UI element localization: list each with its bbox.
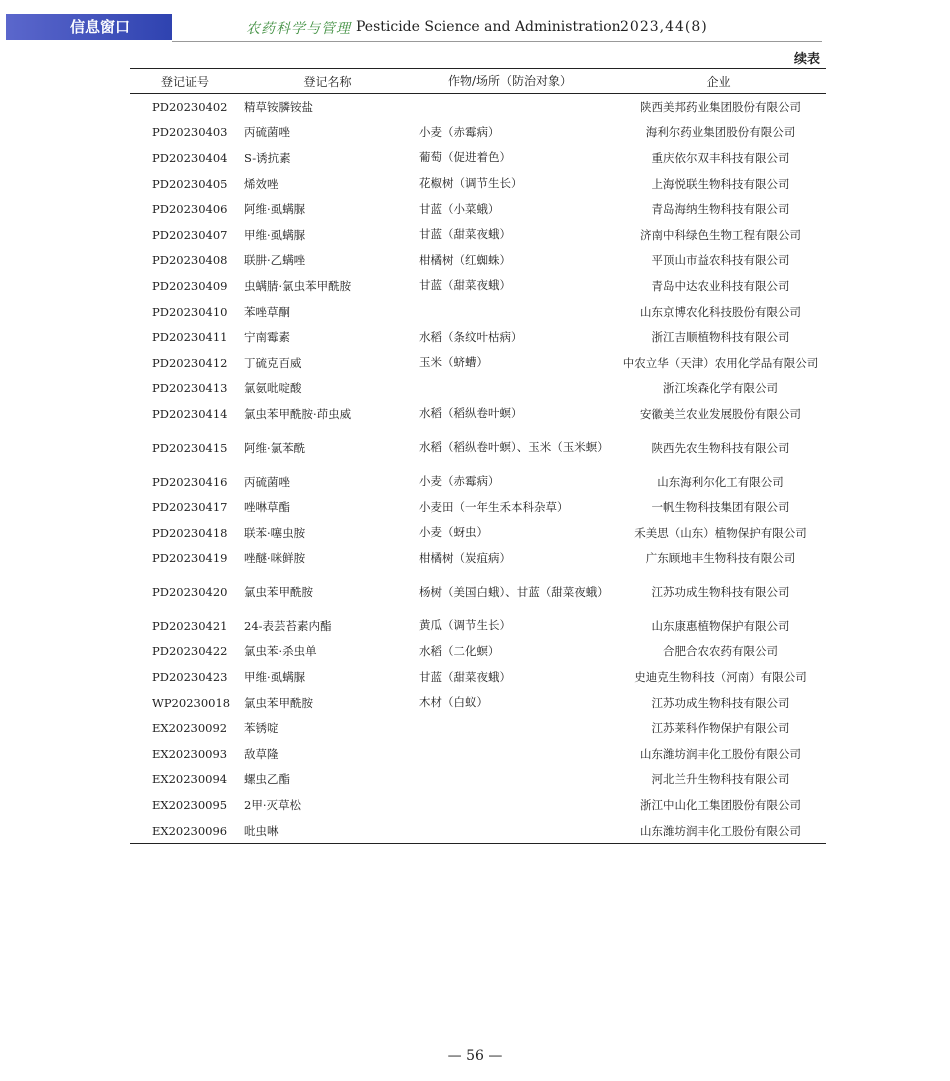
- cell-crop: [415, 376, 611, 402]
- cell-company: 合肥合农农药有限公司: [663, 644, 778, 659]
- cell-company: 江苏莱科作物保护有限公司: [651, 721, 790, 736]
- cell-name: 氯虫苯甲酰胺: [244, 695, 313, 710]
- table-row: [130, 792, 826, 818]
- table-row: [130, 546, 826, 572]
- table-row: [130, 741, 826, 767]
- cell-company: 山东京博农化科技股份有限公司: [640, 304, 801, 319]
- table-row: [130, 196, 826, 222]
- cell-name: 氯虫苯·杀虫单: [244, 644, 317, 659]
- issue-info: 2023,44(8): [620, 19, 708, 35]
- table-row: [130, 520, 826, 546]
- cell-company: 江苏功成生物科技有限公司: [651, 695, 790, 710]
- cell-cert-no: PD20230405: [152, 176, 228, 191]
- cell-cert-no: PD20230413: [152, 381, 228, 396]
- cell-name: 苯锈啶: [244, 721, 279, 736]
- cell-company: 济南中科绿色生物工程有限公司: [640, 227, 801, 242]
- page-header: [0, 0, 950, 42]
- cell-company: 广东顾地丰生物科技有限公司: [645, 551, 796, 566]
- cell-crop: 柑橘树（红蜘蛛）: [419, 252, 511, 267]
- cell-cert-no: PD20230412: [152, 355, 228, 370]
- table-row: [130, 427, 826, 469]
- cell-crop: 杨树（美国白蛾）、甘蓝（甜菜夜蛾）: [419, 584, 609, 599]
- column-header-company: 企业: [611, 69, 826, 94]
- cell-cert-no: PD20230406: [152, 202, 228, 217]
- cell-company: 青岛海纳生物科技有限公司: [651, 202, 790, 217]
- cell-company: 安徽美兰农业发展股份有限公司: [640, 406, 801, 421]
- cell-cert-no: PD20230411: [152, 330, 228, 345]
- cell-company: 山东海利尔化工有限公司: [657, 474, 784, 489]
- cell-company: 一帆生物科技集团有限公司: [651, 500, 790, 515]
- cell-name: 氯虫苯甲酰胺·茚虫威: [244, 406, 352, 421]
- table-row: [130, 248, 826, 274]
- cell-name: 丙硫菌唑: [244, 125, 290, 140]
- cell-name: 苯唑草酮: [244, 304, 290, 319]
- table-row: [130, 494, 826, 520]
- cell-company: 禾美思（山东）植物保护有限公司: [634, 525, 807, 540]
- cell-name: 唑啉草酯: [244, 500, 290, 515]
- table-row: [130, 818, 826, 844]
- cell-name: 丙硫菌唑: [244, 474, 290, 489]
- cell-name: 唑醚·咪鲜胺: [244, 551, 306, 566]
- cell-company: 浙江吉顺植物科技有限公司: [651, 330, 790, 345]
- cell-crop: [415, 299, 611, 325]
- cell-crop: [415, 767, 611, 793]
- table-row: [130, 376, 826, 402]
- cell-crop: 甘蓝（甜菜夜蛾）: [419, 278, 511, 293]
- cell-crop: 水稻（条纹叶枯病）: [419, 329, 523, 344]
- table-body: [130, 94, 826, 844]
- table-row: [130, 94, 826, 120]
- cell-crop: 甘蓝（甜菜夜蛾）: [419, 227, 511, 242]
- journal-name-cn: 农药科学与管理: [246, 21, 351, 37]
- table-row: [130, 171, 826, 197]
- cell-crop: 小麦（蚜虫）: [419, 525, 488, 540]
- cell-cert-no: PD20230414: [152, 406, 228, 421]
- cell-name: 敌草隆: [244, 746, 279, 761]
- cell-cert-no: PD20230409: [152, 278, 228, 293]
- section-tag: [6, 14, 172, 40]
- cell-cert-no: PD20230402: [152, 99, 228, 114]
- cell-name: 24-表芸苔素内酯: [244, 618, 332, 633]
- table-row: [130, 767, 826, 793]
- cell-company: 山东康惠植物保护有限公司: [651, 618, 790, 633]
- cell-cert-no: PD20230423: [152, 670, 228, 685]
- cell-cert-no: PD20230420: [152, 585, 228, 600]
- cell-cert-no: PD20230419: [152, 551, 228, 566]
- cell-crop: 水稻（稻纵卷叶螟）: [419, 406, 523, 421]
- cell-crop: 小麦（赤霉病）: [419, 474, 500, 489]
- cell-cert-no: EX20230095: [152, 798, 228, 813]
- cell-crop: 花椒树（调节生长）: [419, 176, 523, 191]
- cell-crop: 木材（白蚁）: [419, 695, 488, 710]
- cell-crop: [415, 715, 611, 741]
- cell-name: S-诱抗素: [244, 150, 291, 165]
- cell-crop: [415, 741, 611, 767]
- cell-name: 螺虫乙酯: [244, 772, 290, 787]
- table-row: [130, 690, 826, 716]
- cell-cert-no: PD20230416: [152, 474, 228, 489]
- cell-company: 海利尔药业集团股份有限公司: [645, 125, 796, 140]
- cell-company: 浙江中山化工集团股份有限公司: [640, 798, 801, 813]
- cell-name: 阿维·虱螨脲: [244, 202, 306, 217]
- cell-cert-no: PD20230407: [152, 227, 228, 242]
- cell-name: 阿维·氯苯酰: [244, 440, 306, 455]
- cell-crop: [415, 94, 611, 120]
- cell-name: 氯氨吡啶酸: [244, 381, 302, 396]
- table-row: [130, 639, 826, 665]
- cell-company: 史迪克生物科技（河南）有限公司: [634, 670, 807, 685]
- table-row: [130, 222, 826, 248]
- cell-crop: 柑橘树（炭疽病）: [419, 550, 511, 565]
- cell-name: 联苯·噻虫胺: [244, 525, 306, 540]
- cell-company: 青岛中达农业科技有限公司: [651, 278, 790, 293]
- cell-name: 2甲·灭草松: [244, 798, 301, 813]
- table-header-row: [130, 69, 826, 94]
- header-rule: [172, 41, 822, 42]
- cell-company: 上海悦联生物科技有限公司: [651, 176, 790, 191]
- cell-name: 联肼·乙螨唑: [244, 253, 306, 268]
- cell-crop: 甘蓝（小菜蛾）: [419, 201, 500, 216]
- table-row: [130, 613, 826, 639]
- cell-cert-no: PD20230421: [152, 618, 228, 633]
- table-row: [130, 571, 826, 613]
- cell-cert-no: EX20230094: [152, 772, 228, 787]
- cell-company: 河北兰升生物科技有限公司: [651, 772, 790, 787]
- cell-cert-no: PD20230410: [152, 304, 228, 319]
- table-row: [130, 273, 826, 299]
- page-number: — 56 —: [447, 1048, 503, 1064]
- cell-cert-no: WP20230018: [152, 695, 231, 710]
- table-row: [130, 469, 826, 495]
- cell-company: 陕西先农生物科技有限公司: [651, 440, 790, 455]
- journal-name-en: Pesticide Science and Administration: [356, 19, 621, 35]
- cell-company: 陕西美邦药业集团股份有限公司: [640, 99, 801, 114]
- cell-name: 精草铵膦铵盐: [244, 99, 313, 114]
- cell-cert-no: EX20230093: [152, 746, 228, 761]
- table-row: [130, 664, 826, 690]
- cell-cert-no: EX20230096: [130, 818, 240, 844]
- cell-company: 江苏功成生物科技有限公司: [651, 585, 790, 600]
- section-tag-label: 信息窗口: [70, 18, 131, 36]
- registration-table: [130, 68, 826, 844]
- continued-label: 续表: [793, 52, 820, 67]
- cell-company: 山东潍坊润丰化工股份有限公司: [640, 746, 801, 761]
- cell-name: 宁南霉素: [244, 330, 290, 345]
- cell-crop: [415, 792, 611, 818]
- table-row: [130, 715, 826, 741]
- cell-name: 甲维·虱螨脲: [244, 227, 306, 242]
- table-row: [130, 401, 826, 427]
- cell-cert-no: PD20230417: [152, 500, 228, 515]
- table-row: [130, 120, 826, 146]
- cell-company: 重庆依尔双丰科技有限公司: [651, 150, 790, 165]
- cell-crop: 水稻（稻纵卷叶螟）、玉米（玉米螟）: [419, 440, 609, 455]
- table-row: [130, 145, 826, 171]
- cell-cert-no: PD20230408: [152, 253, 228, 268]
- cell-crop: 小麦（赤霉病）: [419, 124, 500, 139]
- cell-crop: 水稻（二化螟）: [419, 643, 500, 658]
- cell-crop: 小麦田（一年生禾本科杂草）: [419, 499, 569, 514]
- cell-name: 氯虫苯甲酰胺: [244, 585, 313, 600]
- column-header-cert-no: 登记证号: [130, 69, 240, 94]
- cell-cert-no: PD20230422: [152, 644, 228, 659]
- cell-cert-no: EX20230092: [152, 721, 228, 736]
- cell-name: 丁硫克百威: [244, 355, 302, 370]
- cell-company: 中农立华（天津）农用化学品有限公司: [622, 355, 819, 370]
- cell-crop: 黄瓜（调节生长）: [419, 618, 511, 633]
- cell-crop: 甘蓝（甜菜夜蛾）: [419, 669, 511, 684]
- column-header-crop: 作物/场所（防治对象）: [415, 69, 611, 94]
- cell-name: 烯效唑: [244, 176, 279, 191]
- cell-crop: 玉米（蛴螬）: [419, 355, 488, 370]
- cell-name: 吡虫啉: [240, 818, 415, 844]
- cell-crop: 葡萄（促进着色）: [419, 150, 511, 165]
- cell-company: 山东潍坊润丰化工股份有限公司: [611, 818, 826, 844]
- cell-cert-no: PD20230403: [152, 125, 228, 140]
- table-row: [130, 324, 826, 350]
- cell-cert-no: PD20230415: [152, 440, 228, 455]
- cell-cert-no: PD20230418: [152, 525, 228, 540]
- cell-name: 甲维·虱螨脲: [244, 670, 306, 685]
- cell-cert-no: PD20230404: [152, 150, 228, 165]
- column-header-name: 登记名称: [240, 69, 415, 94]
- cell-name: 虫螨腈·氯虫苯甲酰胺: [244, 278, 352, 293]
- cell-company: 平顶山市益农科技有限公司: [651, 253, 790, 268]
- cell-company: 浙江埃森化学有限公司: [663, 381, 778, 396]
- cell-crop: [415, 818, 611, 844]
- table-row: [130, 350, 826, 376]
- table-row: [130, 299, 826, 325]
